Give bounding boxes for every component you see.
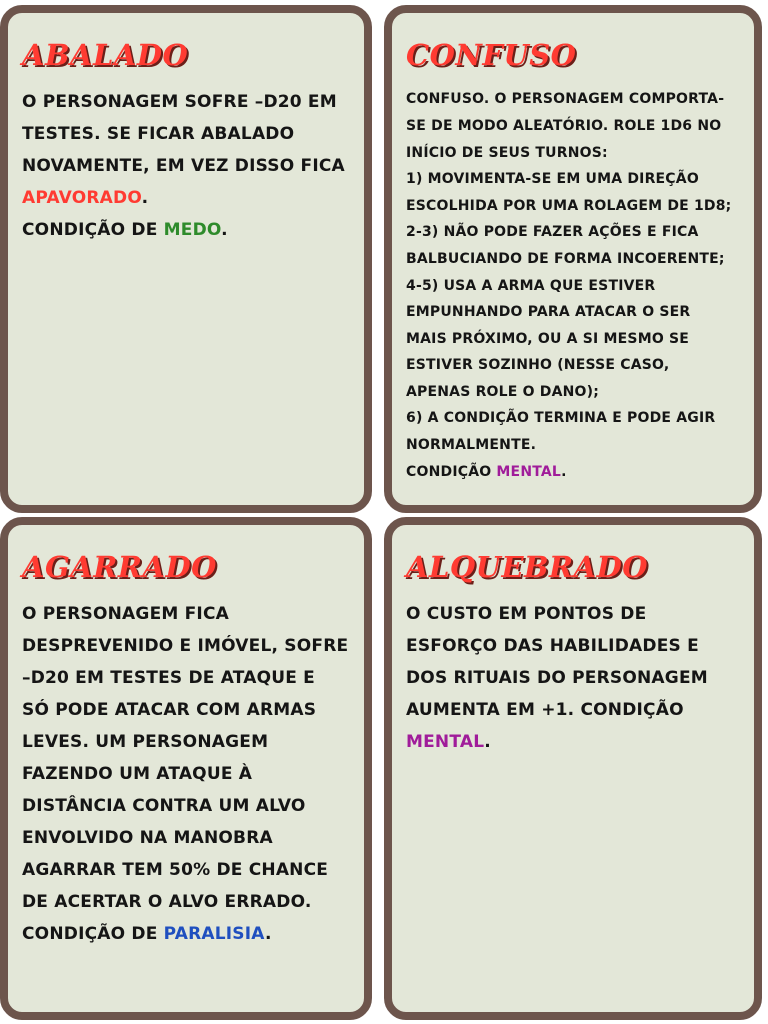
card-body <box>406 598 740 758</box>
card-confuso <box>384 5 762 513</box>
condition-type: PARALISIA <box>163 924 265 945</box>
card-line: ESTIVER SOZINHO (NESSE CASO, <box>406 357 670 374</box>
condition-line <box>406 726 740 758</box>
card-line: –D20 EM TESTES DE ATAQUE E <box>22 668 315 689</box>
card-line: LEVES. UM PERSONAGEM <box>22 732 269 753</box>
card-line: ENVOLVIDO NA MANOBRA <box>22 828 273 849</box>
card-line: DOS RITUAIS DO PERSONAGEM <box>406 668 708 689</box>
card-line: NORMALMENTE. <box>406 437 537 454</box>
condition-type: MEDO <box>163 220 222 241</box>
card-line: BALBUCIANDO DE FORMA INCOERENTE; <box>406 250 725 267</box>
condition-type: MENTAL <box>406 732 485 753</box>
card-line: ESCOLHIDA POR UMA ROLAGEM DE 1D8; <box>406 197 732 214</box>
punctuation: . <box>561 463 567 480</box>
punctuation: . <box>264 924 272 945</box>
card-abalado <box>0 5 372 513</box>
card-line: O CUSTO EM PONTOS DE <box>406 604 647 625</box>
punctuation: . <box>141 188 149 209</box>
card-line: AUMENTA EM +1. CONDIÇÃO <box>406 700 684 721</box>
card-line: O PERSONAGEM FICA <box>22 604 229 625</box>
card-line: FAZENDO UM ATAQUE À <box>22 764 253 785</box>
condition-type: MENTAL <box>496 463 562 480</box>
card-line: AGARRAR TEM 50% DE CHANCE <box>22 860 329 881</box>
card-line: 2-3) NÃO PODE FAZER AÇÕES E FICA <box>406 224 699 241</box>
card-line: SÓ PODE ATACAR COM ARMAS <box>22 700 317 721</box>
card-agarrado <box>0 517 372 1020</box>
condition-prefix: CONDIÇÃO DE <box>22 220 164 241</box>
card-line: 1) MOVIMENTA-SE EM UMA DIREÇÃO <box>406 171 699 188</box>
condition-prefix: CONDIÇÃO DE <box>22 924 164 945</box>
highlight-word: APAVORADO <box>22 188 142 209</box>
punctuation: . <box>221 220 228 241</box>
card-line: CONFUSO. O PERSONAGEM COMPORTA- <box>406 91 725 108</box>
condition-line <box>406 459 740 486</box>
card-line: O PERSONAGEM SOFRE –D20 EM <box>22 92 337 113</box>
card-line: NOVAMENTE, EM VEZ DISSO FICA <box>22 156 345 177</box>
card-line: TESTES. SE FICAR ABALADO <box>22 124 295 145</box>
condition-prefix: CONDIÇÃO <box>406 463 497 480</box>
card-body <box>22 598 350 950</box>
card-body <box>22 86 350 246</box>
card-title: AGARRADO <box>22 550 217 584</box>
card-line: DESPREVENIDO E IMÓVEL, SOFRE <box>22 636 349 657</box>
card-line: APENAS ROLE O DANO); <box>406 383 600 400</box>
card-line: MAIS PRÓXIMO, OU A SI MESMO SE <box>406 330 690 347</box>
card-line: DISTÂNCIA CONTRA UM ALVO <box>22 796 306 817</box>
condition-line <box>22 918 350 950</box>
card-line <box>22 182 350 214</box>
card-title: ALQUEBRADO <box>406 550 649 584</box>
card-title: ABALADO <box>22 38 189 72</box>
card-line: INÍCIO DE SEUS TURNOS: <box>406 144 608 161</box>
card-line: 4-5) USA A ARMA QUE ESTIVER <box>406 277 656 294</box>
card-alquebrado <box>384 517 762 1020</box>
card-line: ESFORÇO DAS HABILIDADES E <box>406 636 699 657</box>
card-line: DE ACERTAR O ALVO ERRADO. <box>22 892 312 913</box>
punctuation: . <box>484 732 491 753</box>
card-line: EMPUNHANDO PARA ATACAR O SER <box>406 304 691 321</box>
card-title: CONFUSO <box>406 38 577 72</box>
card-line: 6) A CONDIÇÃO TERMINA E PODE AGIR <box>406 410 716 427</box>
condition-line <box>22 214 350 246</box>
card-line: SE DE MODO ALEATÓRIO. ROLE 1D6 NO <box>406 117 722 134</box>
card-body <box>406 86 740 485</box>
